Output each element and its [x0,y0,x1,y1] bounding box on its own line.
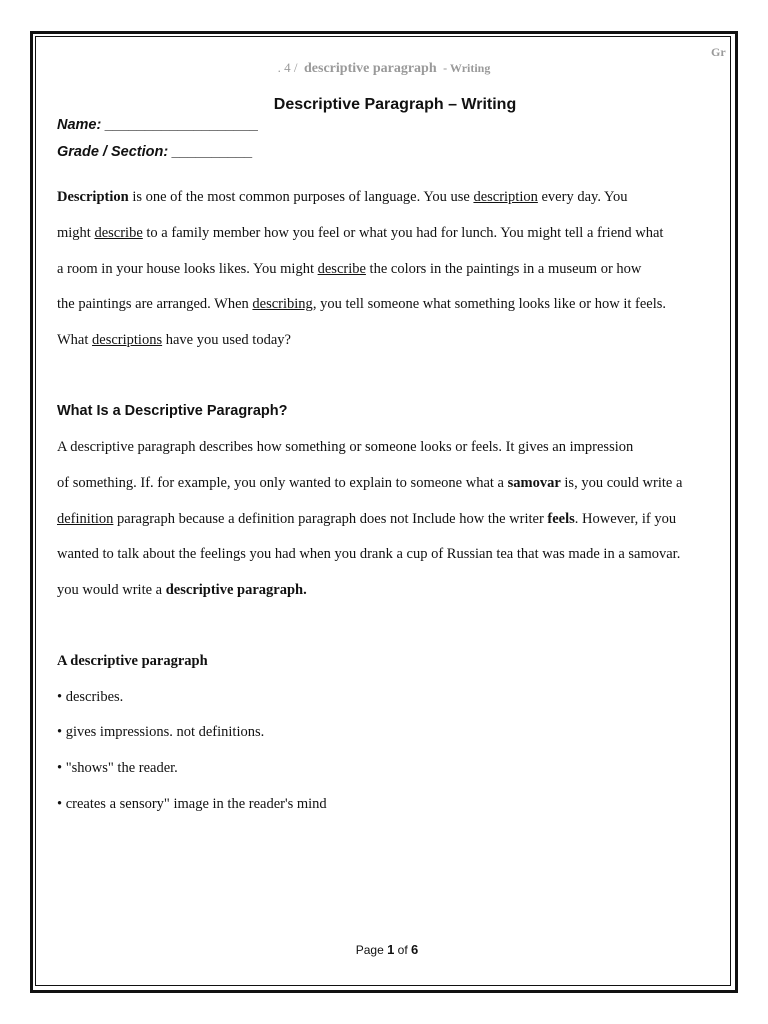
intro-text: the paintings are arranged. When [57,296,253,312]
keyword-samovar: samovar [507,475,561,491]
corner-label: Gr [711,45,726,59]
intro-text: have you used today? [162,332,291,348]
section1-line-5 [57,582,307,599]
intro-line-3 [57,261,641,278]
underlined-word: definition [57,511,114,527]
underlined-word: descriptions [92,332,163,348]
section-heading-descriptive-paragraph: A descriptive paragraph [57,653,208,669]
page-footer [0,942,768,957]
keyword-descriptive-paragraph: descriptive paragraph. [165,582,307,598]
section1-text: paragraph because a definition paragraph does not Include how the writer [113,511,548,527]
section1-line-1: A descriptive paragraph describes how something or someone looks or feels. It gives an impression [57,439,634,455]
underlined-word: description [473,189,538,205]
bullet-item: • "shows" the reader. [57,760,178,776]
header-subject: descriptive paragraph [304,61,437,76]
intro-text: every day. You [537,189,628,205]
intro-line-4 [57,296,666,313]
underlined-word: describing [252,296,313,312]
section1-text: you would write a [57,582,166,598]
header-prefix: . 4 / [277,60,298,75]
intro-text: to a family member how you feel or what you had for lunch. You might tell a friend what [142,225,664,241]
running-header [0,60,768,77]
intro-line-5 [57,332,291,349]
current-page-number: 1 [387,942,395,957]
intro-line-1 [57,189,628,206]
keyword-description: Description [57,189,129,205]
section1-text: . However, if you [574,511,677,527]
intro-line-2 [57,225,663,242]
grade-section-field: Grade / Section: __________ [57,144,253,160]
underlined-word: describe [317,261,366,277]
header-category: - Writing [443,61,491,75]
name-field: Name: ___________________ [57,117,259,133]
total-page-count: 6 [411,942,419,957]
document-title: Descriptive Paragraph – Writing [273,96,517,113]
intro-text: What [57,332,93,348]
bullet-item: • creates a sensory" image in the reader's mind [57,796,327,812]
section1-line-3 [57,511,676,528]
section1-text: is, you could write a [560,475,683,491]
intro-text: the colors in the paintings in a museum or how [365,261,642,277]
footer-of-word: of [394,943,412,957]
section1-line-2 [57,475,682,492]
intro-text: is one of the most common purposes of language. You use [128,189,474,205]
section1-line-4: wanted to talk about the feelings you had when you drank a cup of Russian tea that was made in a samovar. [57,546,681,562]
intro-text: , you tell someone what something looks like or how it feels. [312,296,666,312]
underlined-word: describe [94,225,143,241]
bullet-item: • describes. [57,689,124,705]
keyword-feels: feels [547,511,575,527]
footer-page-word: Page [355,943,388,957]
intro-text: a room in your house looks likes. You might [57,261,318,277]
section-heading-what-is: What Is a Descriptive Paragraph? [57,403,288,419]
bullet-item: • gives impressions. not definitions. [57,724,265,740]
section1-text: of something. If. for example, you only wanted to explain to someone what a [57,475,508,491]
intro-text: might [57,225,95,241]
